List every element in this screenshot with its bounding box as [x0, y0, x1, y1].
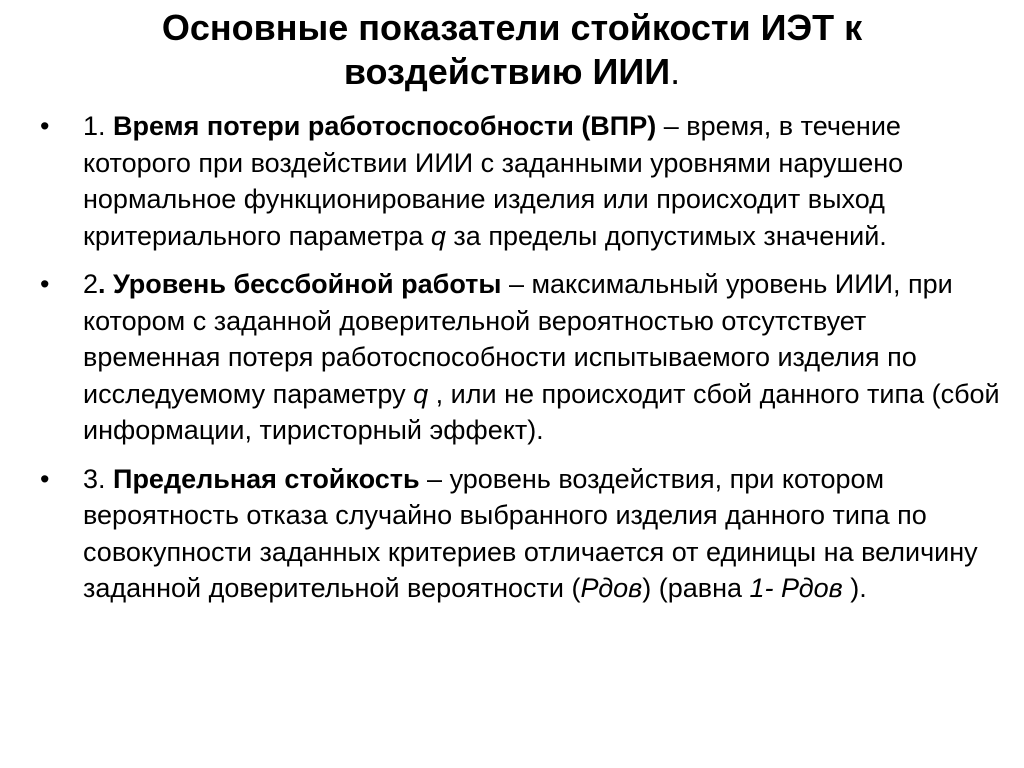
bullet-variable: Рдов	[580, 573, 643, 603]
bullet-text-end: за пределы допустимых значений.	[445, 220, 887, 251]
slide-title-line1: Основные показатели стойкости ИЭТ к	[161, 7, 863, 48]
bullet-text-mid: ) (равна	[642, 573, 750, 603]
bullet-variable-2: 1- Рдов	[749, 573, 843, 603]
bullet-item-failsafe-level	[40, 266, 1005, 449]
bullet-item-downtime	[40, 108, 1005, 254]
bullet-text-end: ).	[842, 573, 867, 603]
bullet-item-ultimate-resistance	[40, 461, 1005, 607]
bullet-text: – уровень воздействия, при котором вероятность отказа случайно выбранного изделия данного типа по совокупности заданных критериев отличается от единицы на величину заданной доверительной вероятности (	[83, 463, 978, 603]
bullet-variable: q	[413, 378, 429, 409]
slide-title-line2: воздействию ИИИ	[343, 51, 671, 92]
bullet-term: . Уровень бессбойной работы	[98, 269, 502, 299]
bullet-number: 2	[83, 269, 99, 299]
slide-title	[0, 6, 1024, 94]
bullet-text: – время, в течение которого при воздействии ИИИ с заданными уровнями нарушено нормальное функционирование изделия или происходит выход критериального параметра	[83, 111, 904, 251]
bullet-list	[40, 108, 1005, 619]
slide-title-dot: .	[670, 51, 681, 92]
bullet-term: Время потери работоспособности (ВПР)	[113, 111, 657, 141]
bullet-number: 1.	[83, 111, 114, 141]
bullet-term: Предельная стойкость	[113, 463, 420, 494]
bullet-variable: q	[430, 220, 446, 251]
bullet-text-end: , или не происходит сбой данного типа (сбой информации, тиристорный эффект).	[83, 378, 1000, 445]
bullet-text: – максимальный уровень ИИИ, при котором с заданной доверительной вероятностью отсутствует временная потеря работоспособности испытываемого изделия по исследуемому параметру	[83, 269, 953, 409]
bullet-number: 3.	[83, 463, 114, 494]
